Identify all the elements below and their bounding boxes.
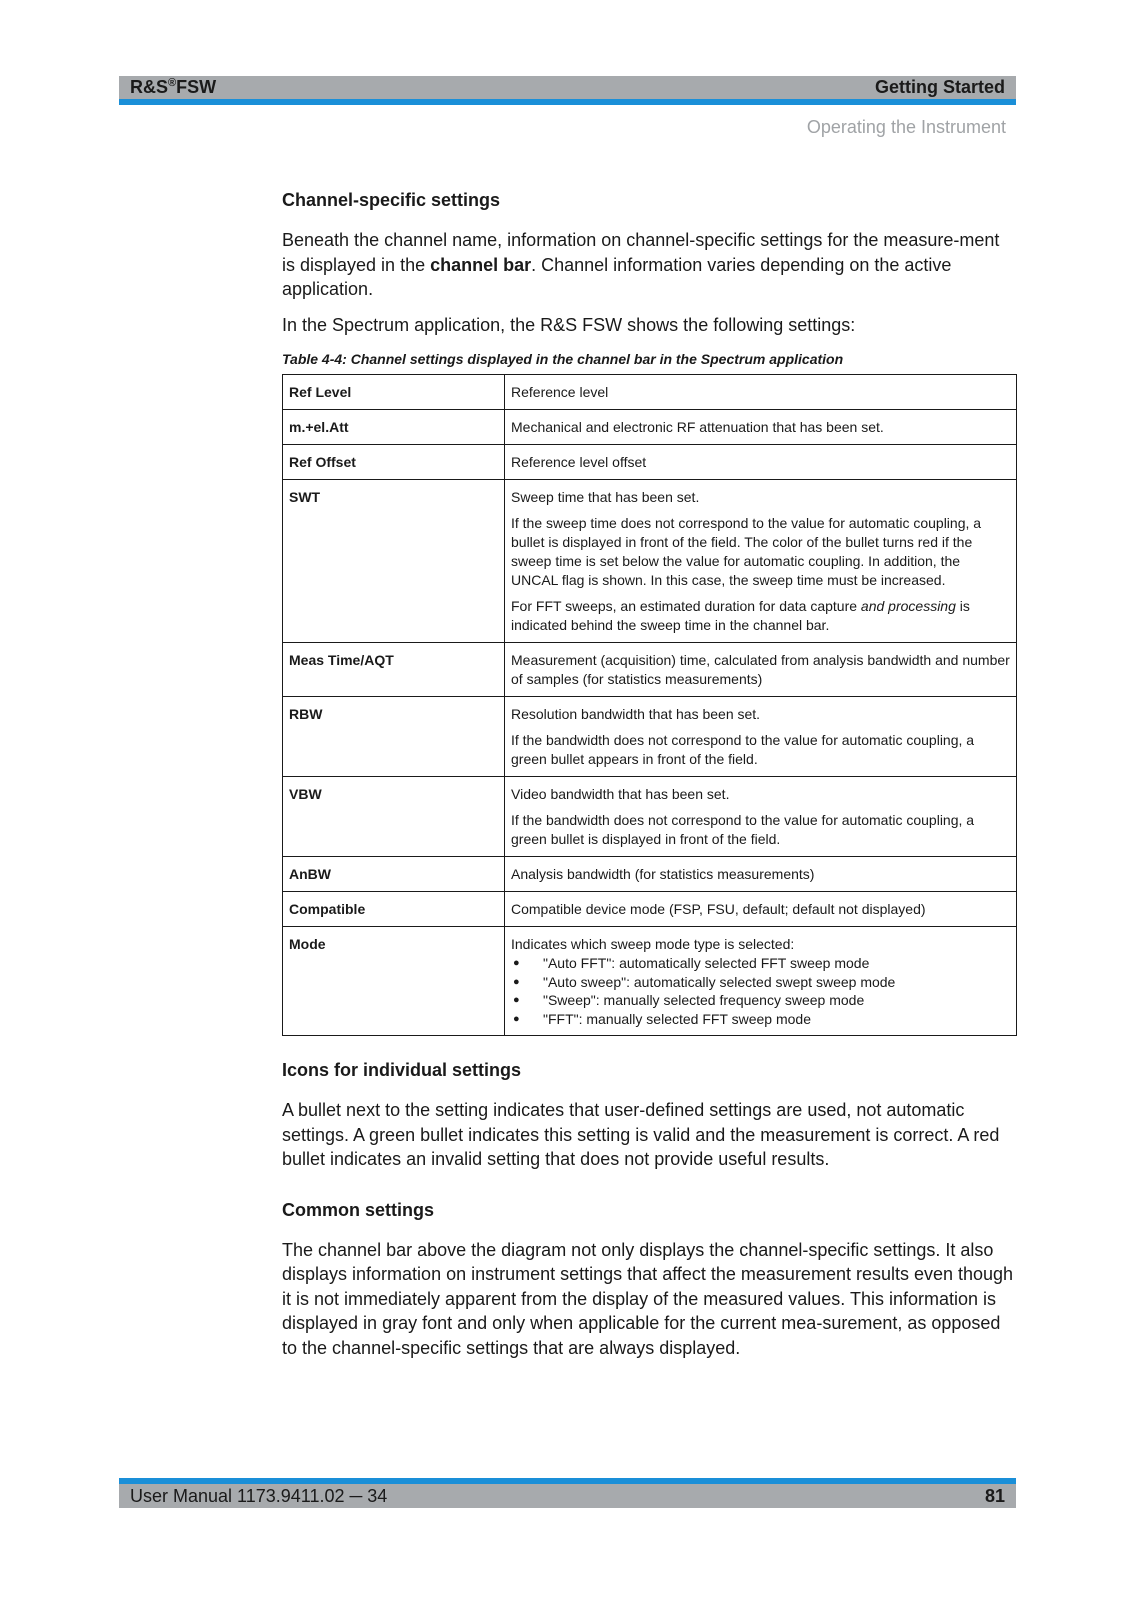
section-title: Operating the Instrument [806, 117, 1006, 137]
setting-key: RBW [283, 697, 505, 777]
list-item: ● "FFT": manually selected FFT sweep mode [511, 1010, 1010, 1029]
sweep-mode-list [511, 954, 1010, 1028]
list-item: ● "Auto sweep": automatically selected swept sweep mode [511, 973, 1010, 992]
setting-description: Video bandwidth that has been set. If the bandwidth does not correspond to the value for automatic coupling, a green bullet is displayed in front of the field. [505, 777, 1017, 857]
channel-settings-table [282, 374, 1017, 1036]
paragraph-channel-intro: Beneath the channel name, information on channel-specific settings for the measure-ment is displayed in the channel bar. Channel information varies depending on the active application. [282, 230, 1000, 299]
table-caption: Table 4-4: Channel settings displayed in the channel bar in the Spectrum application [282, 351, 844, 367]
table-row [283, 927, 1017, 1036]
table-row [283, 480, 1017, 643]
setting-description: Compatible device mode (FSP, FSU, default; default not displayed) [505, 892, 1017, 927]
table-row [283, 375, 1017, 410]
setting-description: Indicates which sweep mode type is selected: ● "Auto FFT": automatically selected FFT sweep mode ● "Auto sweep": automatically selected swept sweep mode ● "Sweep": manually selected frequency sweep mode ● "FFT": manually selected FFT sweep mode [505, 927, 1017, 1036]
table-row [283, 445, 1017, 480]
table-row [283, 892, 1017, 927]
table-row [283, 777, 1017, 857]
table-row [283, 697, 1017, 777]
page-content [282, 188, 1016, 1371]
list-item: ● "Sweep": manually selected frequency sweep mode [511, 991, 1010, 1010]
setting-key: SWT [283, 480, 505, 643]
setting-key: Ref Level [283, 375, 505, 410]
setting-description: Mechanical and electronic RF attenuation that has been set. [505, 410, 1017, 445]
setting-key: Meas Time/AQT [283, 643, 505, 697]
manual-id: User Manual 1173.9411.02 ─ 34 [130, 1485, 388, 1506]
page-footer [119, 1478, 1016, 1508]
paragraph-spectrum-intro: In the Spectrum application, the R&S FSW shows the following settings: [282, 314, 856, 335]
setting-key: Compatible [283, 892, 505, 927]
page-number: 81 [984, 1485, 1005, 1506]
setting-key: m.+el.Att [283, 410, 505, 445]
heading-icons-individual-settings: Icons for individual settings [282, 1060, 522, 1080]
list-item: ● "Auto FFT": automatically selected FFT sweep mode [511, 954, 1010, 973]
paragraph-icons: A bullet next to the setting indicates that user-defined settings are used, not automatic settings. A green bullet indicates this setting is valid and the measurement is correct. A red bullet indicates an invalid setting that does not provide useful results. [282, 1100, 1000, 1169]
setting-description: Reference level [505, 375, 1017, 410]
table-row [283, 857, 1017, 892]
setting-description: Analysis bandwidth (for statistics measurements) [505, 857, 1017, 892]
heading-channel-specific-settings: Channel-specific settings [282, 190, 501, 210]
page-header [119, 76, 1016, 105]
setting-description: Measurement (acquisition) time, calculated from analysis bandwidth and number of samples (for statistics measurements) [505, 643, 1017, 697]
setting-description: Reference level offset [505, 445, 1017, 480]
setting-key: VBW [283, 777, 505, 857]
setting-key: Ref Offset [283, 445, 505, 480]
paragraph-common-settings: The channel bar above the diagram not only displays the channel-specific settings. It also displays information on instrument settings that affect the measurement results even though it is not immediately apparent from the display of the measured values. This information is displayed in gray font and only when applicable for the current mea-surement, as opposed to the channel-specific settings that are always displayed. [282, 1239, 1014, 1358]
table-row [283, 643, 1017, 697]
setting-key: AnBW [283, 857, 505, 892]
brand-name: R&S®FSW [130, 77, 217, 97]
setting-description: Resolution bandwidth that has been set. If the bandwidth does not correspond to the value for automatic coupling, a green bullet appears in front of the field. [505, 697, 1017, 777]
setting-description: Sweep time that has been set. If the sweep time does not correspond to the value for automatic coupling, a bullet is displayed in front of the field. The color of the bullet turns red if the sweep time is set below the value for automatic coupling. In addition, the UNCAL flag is shown. In this case, the sweep time must be increased. For FFT sweeps, an estimated duration for data capture and processing is indicated behind the sweep time in the channel bar. [505, 480, 1017, 643]
heading-common-settings: Common settings [282, 1199, 435, 1220]
setting-key: Mode [283, 927, 505, 1036]
table-row [283, 410, 1017, 445]
chapter-title: Getting Started [874, 77, 1005, 97]
